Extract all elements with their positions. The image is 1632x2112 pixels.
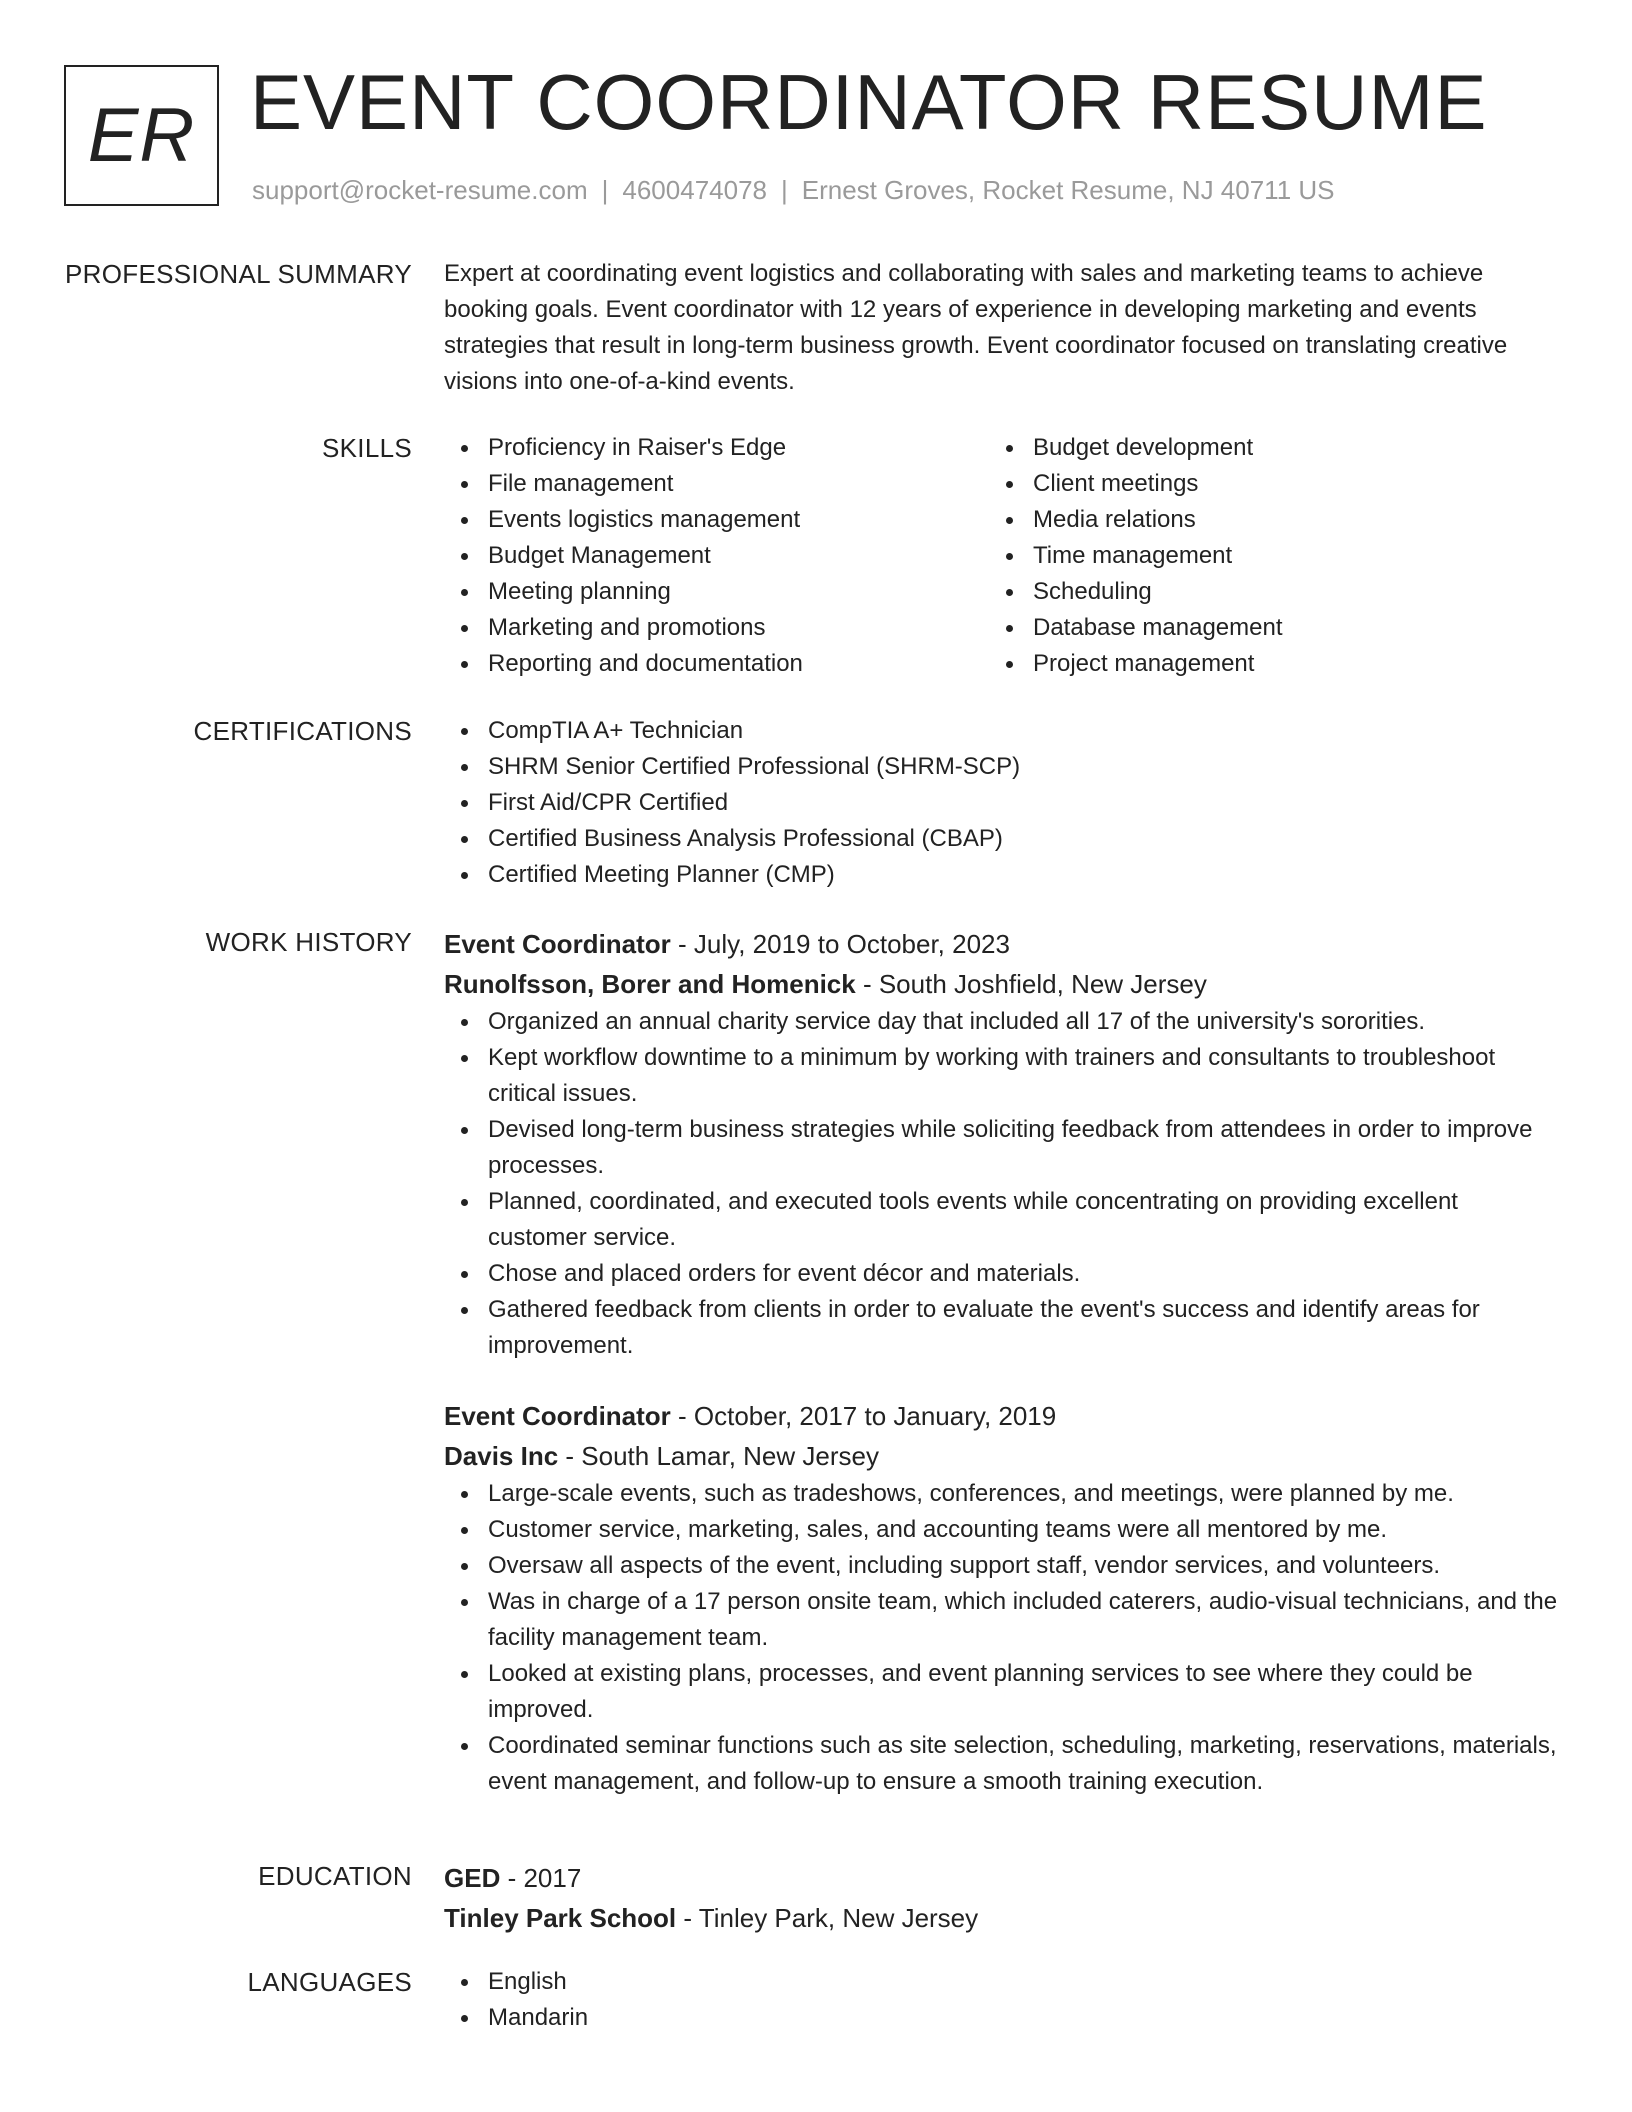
certifications-list — [444, 713, 1560, 893]
job-title-line — [444, 1396, 1560, 1436]
job-company: Davis Inc — [444, 1441, 559, 1471]
skill-item: Database management — [989, 610, 1534, 646]
skills-list-left — [444, 430, 989, 682]
summary-text: Expert at coordinating event logistics and collaborating with sales and marketing teams to achieve booking goals. Event coordinator with 12 years of experience in developing marketing and events strategies that result in long-term business growth. Event coordinator focused on translating creative visions into one-of-a-kind events. — [444, 260, 1508, 395]
skills-heading: SKILLS — [322, 433, 412, 463]
language-item: Mandarin — [444, 2000, 1560, 2036]
job-duty-item: Coordinated seminar functions such as site selection, scheduling, marketing, reservations, materials, event management, and follow-up to ensure a smooth training execution. — [444, 1728, 1560, 1800]
job-duty-item: Looked at existing plans, processes, and event planning services to see where they could be improved. — [444, 1656, 1560, 1728]
job-duty-item: Devised long-term business strategies while soliciting feedback from attendees in order to improve processes. — [444, 1112, 1560, 1184]
skill-item: Scheduling — [989, 574, 1534, 610]
job-company-line — [444, 1436, 1560, 1476]
certifications-heading: CERTIFICATIONS — [193, 716, 412, 746]
job-duty-item: Oversaw all aspects of the event, including support staff, vendor services, and volunteers. — [444, 1548, 1560, 1584]
job-duty-item: Planned, coordinated, and executed tools events while concentrating on providing excellent customer service. — [444, 1184, 1560, 1256]
certification-item: First Aid/CPR Certified — [444, 785, 1560, 821]
skill-item: Project management — [989, 646, 1534, 682]
job-duty-item: Large-scale events, such as tradeshows, conferences, and meetings, were planned by me. — [444, 1476, 1560, 1512]
monogram-badge: ER — [64, 65, 219, 206]
job-duty-item: Gathered feedback from clients in order to evaluate the event's success and identify areas for improvement. — [444, 1292, 1560, 1364]
languages-list — [444, 1964, 1560, 2036]
education-degree-line — [444, 1858, 1560, 1898]
contact-phone: 4600474078 — [622, 175, 767, 205]
education-heading: EDUCATION — [258, 1861, 412, 1891]
certification-item: CompTIA A+ Technician — [444, 713, 1560, 749]
certification-item: Certified Meeting Planner (CMP) — [444, 857, 1560, 893]
resume-title: EVENT COORDINATOR RESUME — [250, 58, 1488, 146]
job-duties-list — [444, 1004, 1560, 1364]
job-duty-item: Customer service, marketing, sales, and accounting teams were all mentored by me. — [444, 1512, 1560, 1548]
job-title-line — [444, 924, 1560, 964]
summary-heading: PROFESSIONAL SUMMARY — [65, 259, 412, 289]
job-entry — [444, 1396, 1560, 1800]
job-duties-list — [444, 1476, 1560, 1800]
skill-item: Events logistics management — [444, 502, 989, 538]
job-company: Runolfsson, Borer and Homenick — [444, 969, 856, 999]
skill-item: Client meetings — [989, 466, 1534, 502]
skill-item: Time management — [989, 538, 1534, 574]
skills-list-right — [989, 430, 1534, 682]
job-duty-item: Chose and placed orders for event décor and materials. — [444, 1256, 1560, 1292]
job-duty-item: Kept workflow downtime to a minimum by working with trainers and consultants to troubleshoot critical issues. — [444, 1040, 1560, 1112]
job-dates: - July, 2019 to October, 2023 — [670, 929, 1010, 959]
job-entry — [444, 924, 1560, 1364]
job-duty-item: Was in charge of a 17 person onsite team, which included caterers, audio-visual technicians, and the facility management team. — [444, 1584, 1560, 1656]
job-title: Event Coordinator — [444, 1401, 671, 1431]
skill-item: Meeting planning — [444, 574, 989, 610]
skill-item: Marketing and promotions — [444, 610, 989, 646]
certification-item: Certified Business Analysis Professional (CBAP) — [444, 821, 1560, 857]
job-location: - South Lamar, New Jersey — [558, 1441, 879, 1471]
job-company-line — [444, 964, 1560, 1004]
contact-separator: | — [601, 175, 609, 205]
skill-item: Reporting and documentation — [444, 646, 989, 682]
certification-item: SHRM Senior Certified Professional (SHRM-SCP) — [444, 749, 1560, 785]
contact-address: Ernest Groves, Rocket Resume, NJ 40711 US — [801, 175, 1335, 205]
contact-separator: | — [781, 175, 788, 205]
language-item: English — [444, 1964, 1560, 2000]
job-dates: - October, 2017 to January, 2019 — [670, 1401, 1057, 1431]
job-title: Event Coordinator — [444, 929, 671, 959]
education-location: - Tinley Park, New Jersey — [676, 1903, 979, 1933]
skill-item: Budget development — [989, 430, 1534, 466]
skill-item: File management — [444, 466, 989, 502]
education-year: - 2017 — [500, 1863, 582, 1893]
work-history-heading: WORK HISTORY — [205, 927, 412, 957]
skill-item: Budget Management — [444, 538, 989, 574]
education-degree: GED — [444, 1863, 501, 1893]
contact-line — [252, 174, 1335, 206]
job-location: - South Joshfield, New Jersey — [855, 969, 1207, 999]
skill-item: Proficiency in Raiser's Edge — [444, 430, 989, 466]
languages-heading: LANGUAGES — [247, 1967, 412, 1997]
job-duty-item: Organized an annual charity service day that included all 17 of the university's sororities. — [444, 1004, 1560, 1040]
contact-email: support@rocket-resume.com — [252, 175, 588, 205]
education-school: Tinley Park School — [444, 1903, 677, 1933]
skill-item: Media relations — [989, 502, 1534, 538]
education-school-line — [444, 1898, 1560, 1938]
